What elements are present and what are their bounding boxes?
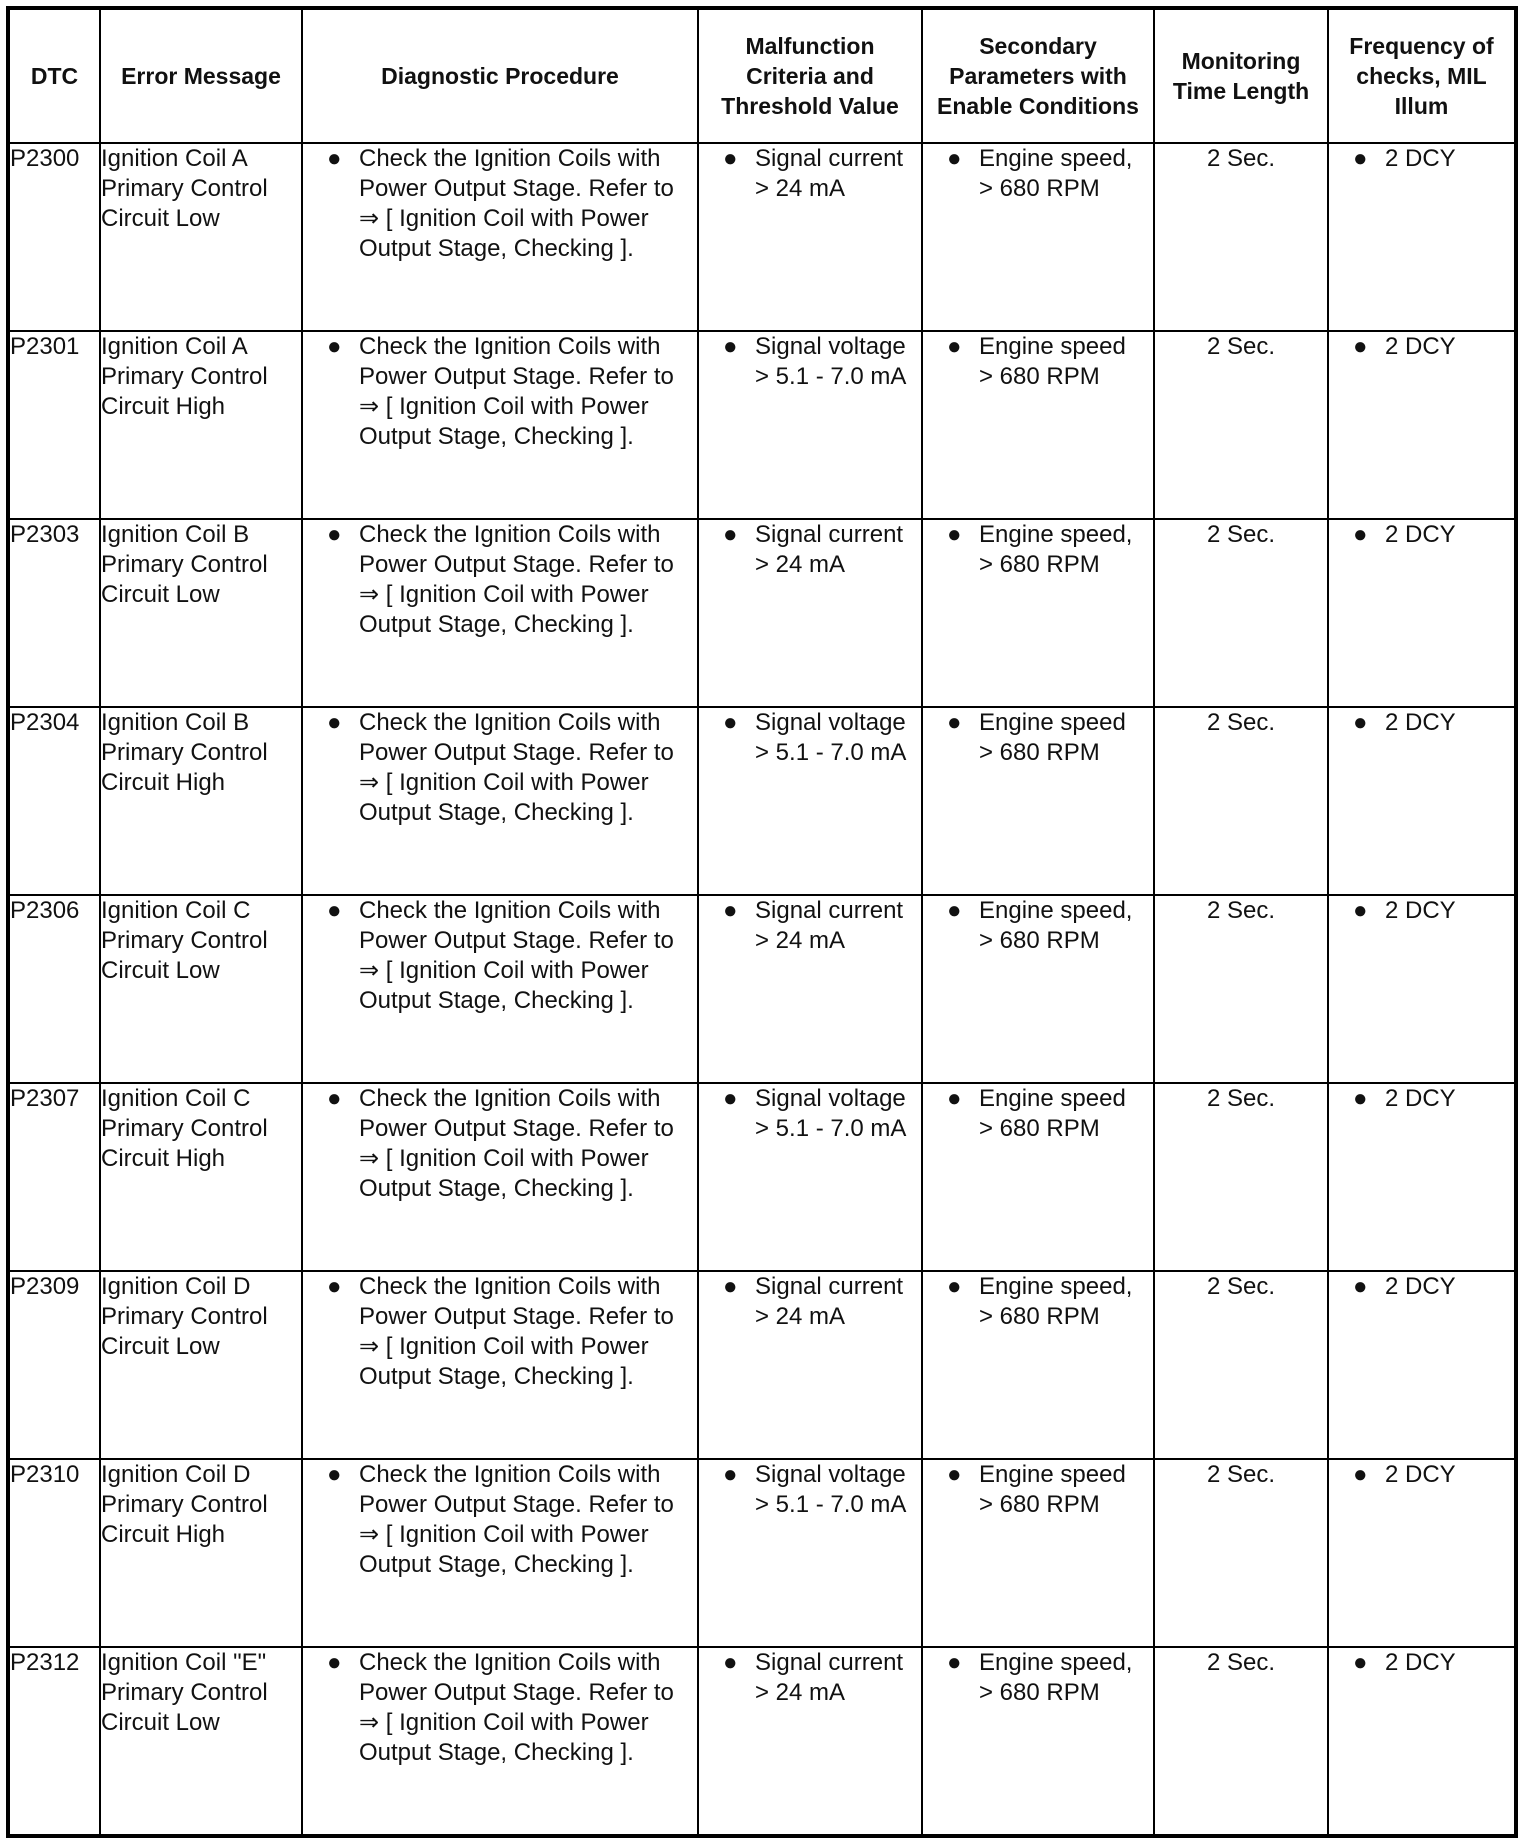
criteria-line: > 24 mA <box>755 551 846 578</box>
procedure-line: ⇒ [ Ignition Coil with Power <box>359 1709 649 1736</box>
criteria-line: > 5.1 - 7.0 mA <box>755 1491 907 1518</box>
dtc-table <box>6 6 1518 1838</box>
criteria-line: Signal voltage <box>755 1461 906 1488</box>
error-message-line: Ignition Coil B <box>101 521 250 548</box>
bullet-icon: ● <box>947 709 962 736</box>
error-message-line: Primary Control <box>101 927 268 954</box>
bullet-icon: ● <box>327 1085 342 1112</box>
bullet-icon: ● <box>723 1461 738 1488</box>
error-message-line: Ignition Coil C <box>101 897 251 924</box>
bullet-icon: ● <box>1353 1461 1368 1488</box>
secondary-line: Engine speed <box>979 709 1126 736</box>
secondary-line: > 680 RPM <box>979 1115 1100 1142</box>
header-diagnostic-procedure: Diagnostic Procedure <box>302 8 698 143</box>
criteria-line: > 5.1 - 7.0 mA <box>755 1115 907 1142</box>
error-message-line: Ignition Coil A <box>101 333 248 360</box>
procedure-line: Power Output Stage. Refer to <box>359 1303 674 1330</box>
header-monitoring-time: Monitoring Time Length <box>1154 8 1328 143</box>
bullet-icon: ● <box>327 897 342 924</box>
procedure-line: ⇒ [ Ignition Coil with Power <box>359 1145 649 1172</box>
bullet-icon: ● <box>327 333 342 360</box>
malfunction-criteria <box>698 1647 922 1836</box>
diagnostic-procedure <box>302 895 698 1083</box>
procedure-line: Power Output Stage. Refer to <box>359 739 674 766</box>
criteria-line: > 24 mA <box>755 1303 846 1330</box>
secondary-bullet-item <box>923 1648 1153 1708</box>
bullet-icon: ● <box>1353 897 1368 924</box>
secondary-parameters <box>922 143 1154 331</box>
criteria-bullet-item <box>699 708 921 768</box>
malfunction-criteria <box>698 331 922 519</box>
secondary-line: Engine speed, <box>979 1273 1133 1300</box>
secondary-bullet-item <box>923 1460 1153 1520</box>
frequency-bullet-item <box>1329 1648 1514 1678</box>
dtc-code: P2312 <box>8 1647 100 1836</box>
diagnostic-procedure <box>302 1459 698 1647</box>
procedure-line: Power Output Stage. Refer to <box>359 175 674 202</box>
secondary-line: > 680 RPM <box>979 363 1100 390</box>
procedure-bullet-item <box>303 896 697 1016</box>
secondary-line: > 680 RPM <box>979 1491 1100 1518</box>
dtc-code: P2304 <box>8 707 100 895</box>
secondary-parameters <box>922 707 1154 895</box>
header-secondary-parameters: Secondary Parameters with Enable Conditions <box>922 8 1154 143</box>
procedure-line: ⇒ [ Ignition Coil with Power <box>359 957 649 984</box>
criteria-line: > 24 mA <box>755 1679 846 1706</box>
monitoring-time: 2 Sec. <box>1154 519 1328 707</box>
secondary-line: Engine speed, <box>979 897 1133 924</box>
procedure-line: Output Stage, Checking ]. <box>359 423 634 450</box>
header-error-message: Error Message <box>100 8 302 143</box>
table-row <box>8 895 1516 1083</box>
bullet-icon: ● <box>723 1273 738 1300</box>
monitoring-time: 2 Sec. <box>1154 331 1328 519</box>
error-message-line: Primary Control <box>101 175 268 202</box>
procedure-line: ⇒ [ Ignition Coil with Power <box>359 1521 649 1548</box>
diagnostic-procedure <box>302 143 698 331</box>
procedure-line: Output Stage, Checking ]. <box>359 799 634 826</box>
bullet-icon: ● <box>947 333 962 360</box>
secondary-parameters <box>922 331 1154 519</box>
error-message-line: Circuit Low <box>101 205 220 232</box>
error-message-line: Circuit Low <box>101 581 220 608</box>
error-message-line: Circuit High <box>101 393 226 420</box>
bullet-icon: ● <box>723 145 738 172</box>
error-message-line: Primary Control <box>101 1679 268 1706</box>
error-message-line: Primary Control <box>101 551 268 578</box>
frequency-value: 2 DCY <box>1385 709 1456 736</box>
procedure-line: Check the Ignition Coils with <box>359 1461 661 1488</box>
procedure-line: Power Output Stage. Refer to <box>359 1115 674 1142</box>
header-malfunction-criteria: Malfunction Criteria and Threshold Value <box>698 8 922 143</box>
error-message-line: Circuit High <box>101 769 226 796</box>
criteria-bullet-item <box>699 332 921 392</box>
frequency-of-checks <box>1328 1459 1516 1647</box>
diagnostic-procedure <box>302 519 698 707</box>
error-message <box>100 707 302 895</box>
bullet-icon: ● <box>1353 145 1368 172</box>
criteria-line: > 5.1 - 7.0 mA <box>755 739 907 766</box>
error-message <box>100 1271 302 1459</box>
bullet-icon: ● <box>947 1273 962 1300</box>
bullet-icon: ● <box>723 1649 738 1676</box>
procedure-line: Power Output Stage. Refer to <box>359 1679 674 1706</box>
bullet-icon: ● <box>947 145 962 172</box>
frequency-value: 2 DCY <box>1385 1649 1456 1676</box>
secondary-line: > 680 RPM <box>979 739 1100 766</box>
procedure-line: Check the Ignition Coils with <box>359 1273 661 1300</box>
frequency-of-checks <box>1328 1083 1516 1271</box>
table-row <box>8 1459 1516 1647</box>
procedure-line: Check the Ignition Coils with <box>359 333 661 360</box>
error-message-line: Ignition Coil C <box>101 1085 251 1112</box>
monitoring-time: 2 Sec. <box>1154 1459 1328 1647</box>
error-message <box>100 1083 302 1271</box>
malfunction-criteria <box>698 707 922 895</box>
dtc-code: P2301 <box>8 331 100 519</box>
procedure-line: ⇒ [ Ignition Coil with Power <box>359 393 649 420</box>
procedure-line: Check the Ignition Coils with <box>359 1085 661 1112</box>
bullet-icon: ● <box>723 521 738 548</box>
frequency-bullet-item <box>1329 520 1514 550</box>
secondary-line: > 680 RPM <box>979 1303 1100 1330</box>
procedure-line: Check the Ignition Coils with <box>359 709 661 736</box>
malfunction-criteria <box>698 1083 922 1271</box>
procedure-line: ⇒ [ Ignition Coil with Power <box>359 769 649 796</box>
frequency-of-checks <box>1328 143 1516 331</box>
bullet-icon: ● <box>327 521 342 548</box>
table-row <box>8 1271 1516 1459</box>
bullet-icon: ● <box>327 709 342 736</box>
table-body <box>8 143 1516 1836</box>
bullet-icon: ● <box>1353 709 1368 736</box>
error-message <box>100 1459 302 1647</box>
procedure-bullet-item <box>303 1084 697 1204</box>
bullet-icon: ● <box>723 897 738 924</box>
procedure-line: Output Stage, Checking ]. <box>359 235 634 262</box>
procedure-bullet-item <box>303 1272 697 1392</box>
bullet-icon: ● <box>327 1461 342 1488</box>
table-row <box>8 1647 1516 1836</box>
procedure-line: Check the Ignition Coils with <box>359 1649 661 1676</box>
bullet-icon: ● <box>947 1461 962 1488</box>
bullet-icon: ● <box>947 1649 962 1676</box>
frequency-bullet-item <box>1329 896 1514 926</box>
dtc-code: P2306 <box>8 895 100 1083</box>
secondary-line: Engine speed <box>979 333 1126 360</box>
procedure-line: ⇒ [ Ignition Coil with Power <box>359 1333 649 1360</box>
diagnostic-procedure <box>302 1647 698 1836</box>
procedure-line: Output Stage, Checking ]. <box>359 611 634 638</box>
error-message-line: Ignition Coil D <box>101 1461 251 1488</box>
secondary-bullet-item <box>923 1272 1153 1332</box>
secondary-line: Engine speed, <box>979 1649 1133 1676</box>
procedure-line: Check the Ignition Coils with <box>359 145 661 172</box>
error-message-line: Primary Control <box>101 1115 268 1142</box>
diagnostic-procedure <box>302 1083 698 1271</box>
header-dtc: DTC <box>8 8 100 143</box>
dtc-code: P2300 <box>8 143 100 331</box>
frequency-value: 2 DCY <box>1385 1085 1456 1112</box>
bullet-icon: ● <box>723 709 738 736</box>
bullet-icon: ● <box>1353 1649 1368 1676</box>
procedure-line: Power Output Stage. Refer to <box>359 927 674 954</box>
frequency-value: 2 DCY <box>1385 1461 1456 1488</box>
bullet-icon: ● <box>1353 1085 1368 1112</box>
criteria-bullet-item <box>699 1648 921 1708</box>
procedure-bullet-item <box>303 144 697 264</box>
error-message-line: Ignition Coil D <box>101 1273 251 1300</box>
monitoring-time: 2 Sec. <box>1154 1271 1328 1459</box>
frequency-of-checks <box>1328 895 1516 1083</box>
error-message-line: Circuit Low <box>101 1333 220 1360</box>
procedure-line: ⇒ [ Ignition Coil with Power <box>359 205 649 232</box>
header-frequency: Frequency of checks, MIL Illum <box>1328 8 1516 143</box>
frequency-bullet-item <box>1329 1272 1514 1302</box>
procedure-bullet-item <box>303 520 697 640</box>
criteria-line: Signal current <box>755 521 904 548</box>
procedure-line: Output Stage, Checking ]. <box>359 987 634 1014</box>
dtc-code: P2309 <box>8 1271 100 1459</box>
criteria-line: Signal current <box>755 145 904 172</box>
monitoring-time: 2 Sec. <box>1154 1083 1328 1271</box>
criteria-line: > 5.1 - 7.0 mA <box>755 363 907 390</box>
procedure-line: ⇒ [ Ignition Coil with Power <box>359 581 649 608</box>
error-message <box>100 1647 302 1836</box>
table-row <box>8 1083 1516 1271</box>
secondary-line: Engine speed <box>979 1461 1126 1488</box>
frequency-of-checks <box>1328 707 1516 895</box>
monitoring-time: 2 Sec. <box>1154 707 1328 895</box>
secondary-line: > 680 RPM <box>979 175 1100 202</box>
malfunction-criteria <box>698 1459 922 1647</box>
malfunction-criteria <box>698 519 922 707</box>
criteria-bullet-item <box>699 896 921 956</box>
frequency-bullet-item <box>1329 144 1514 174</box>
frequency-value: 2 DCY <box>1385 333 1456 360</box>
criteria-bullet-item <box>699 144 921 204</box>
error-message-line: Primary Control <box>101 363 268 390</box>
criteria-line: Signal voltage <box>755 1085 906 1112</box>
table-row <box>8 331 1516 519</box>
frequency-value: 2 DCY <box>1385 897 1456 924</box>
criteria-bullet-item <box>699 1272 921 1332</box>
bullet-icon: ● <box>327 145 342 172</box>
procedure-bullet-item <box>303 1460 697 1580</box>
criteria-bullet-item <box>699 1460 921 1520</box>
table-row <box>8 707 1516 895</box>
criteria-bullet-item <box>699 520 921 580</box>
frequency-of-checks <box>1328 519 1516 707</box>
frequency-value: 2 DCY <box>1385 1273 1456 1300</box>
procedure-line: Power Output Stage. Refer to <box>359 363 674 390</box>
secondary-bullet-item <box>923 332 1153 392</box>
frequency-bullet-item <box>1329 708 1514 738</box>
procedure-line: Check the Ignition Coils with <box>359 897 661 924</box>
bullet-icon: ● <box>327 1649 342 1676</box>
malfunction-criteria <box>698 143 922 331</box>
dtc-code: P2310 <box>8 1459 100 1647</box>
error-message-line: Circuit High <box>101 1145 226 1172</box>
procedure-line: Output Stage, Checking ]. <box>359 1551 634 1578</box>
criteria-bullet-item <box>699 1084 921 1144</box>
bullet-icon: ● <box>1353 521 1368 548</box>
procedure-bullet-item <box>303 708 697 828</box>
error-message-line: Primary Control <box>101 1491 268 1518</box>
frequency-of-checks <box>1328 1647 1516 1836</box>
secondary-line: > 680 RPM <box>979 551 1100 578</box>
criteria-line: Signal voltage <box>755 709 906 736</box>
error-message-line: Ignition Coil "E" <box>101 1649 267 1676</box>
bullet-icon: ● <box>947 521 962 548</box>
secondary-bullet-item <box>923 708 1153 768</box>
frequency-of-checks <box>1328 1271 1516 1459</box>
criteria-line: Signal voltage <box>755 333 906 360</box>
frequency-bullet-item <box>1329 1460 1514 1490</box>
procedure-line: Output Stage, Checking ]. <box>359 1175 634 1202</box>
frequency-bullet-item <box>1329 1084 1514 1114</box>
procedure-bullet-item <box>303 1648 697 1768</box>
error-message <box>100 519 302 707</box>
procedure-line: Power Output Stage. Refer to <box>359 551 674 578</box>
frequency-value: 2 DCY <box>1385 145 1456 172</box>
diagnostic-procedure <box>302 331 698 519</box>
diagnostic-procedure <box>302 707 698 895</box>
secondary-parameters <box>922 519 1154 707</box>
procedure-line: Output Stage, Checking ]. <box>359 1739 634 1766</box>
error-message-line: Primary Control <box>101 1303 268 1330</box>
diagnostic-procedure <box>302 1271 698 1459</box>
secondary-line: Engine speed, <box>979 145 1133 172</box>
criteria-line: > 24 mA <box>755 175 846 202</box>
bullet-icon: ● <box>723 1085 738 1112</box>
secondary-line: > 680 RPM <box>979 1679 1100 1706</box>
procedure-line: Output Stage, Checking ]. <box>359 1363 634 1390</box>
secondary-bullet-item <box>923 896 1153 956</box>
secondary-line: > 680 RPM <box>979 927 1100 954</box>
header-row <box>8 8 1516 143</box>
error-message-line: Ignition Coil A <box>101 145 248 172</box>
error-message-line: Circuit High <box>101 1521 226 1548</box>
frequency-bullet-item <box>1329 332 1514 362</box>
procedure-line: Check the Ignition Coils with <box>359 521 661 548</box>
secondary-parameters <box>922 1647 1154 1836</box>
frequency-of-checks <box>1328 331 1516 519</box>
dtc-code: P2307 <box>8 1083 100 1271</box>
monitoring-time: 2 Sec. <box>1154 143 1328 331</box>
secondary-parameters <box>922 1459 1154 1647</box>
criteria-line: Signal current <box>755 897 904 924</box>
error-message <box>100 331 302 519</box>
error-message-line: Ignition Coil B <box>101 709 250 736</box>
secondary-line: Engine speed, <box>979 521 1133 548</box>
criteria-line: > 24 mA <box>755 927 846 954</box>
malfunction-criteria <box>698 895 922 1083</box>
secondary-parameters <box>922 1083 1154 1271</box>
bullet-icon: ● <box>947 1085 962 1112</box>
monitoring-time: 2 Sec. <box>1154 1647 1328 1836</box>
monitoring-time: 2 Sec. <box>1154 895 1328 1083</box>
bullet-icon: ● <box>1353 333 1368 360</box>
bullet-icon: ● <box>1353 1273 1368 1300</box>
procedure-bullet-item <box>303 332 697 452</box>
procedure-line: Power Output Stage. Refer to <box>359 1491 674 1518</box>
dtc-code: P2303 <box>8 519 100 707</box>
malfunction-criteria <box>698 1271 922 1459</box>
bullet-icon: ● <box>947 897 962 924</box>
secondary-parameters <box>922 895 1154 1083</box>
error-message <box>100 895 302 1083</box>
secondary-bullet-item <box>923 1084 1153 1144</box>
error-message-line: Primary Control <box>101 739 268 766</box>
criteria-line: Signal current <box>755 1649 904 1676</box>
error-message-line: Circuit Low <box>101 1709 220 1736</box>
table-row <box>8 519 1516 707</box>
secondary-bullet-item <box>923 520 1153 580</box>
table-row <box>8 143 1516 331</box>
bullet-icon: ● <box>723 333 738 360</box>
frequency-value: 2 DCY <box>1385 521 1456 548</box>
error-message <box>100 143 302 331</box>
document-page <box>6 6 1514 1828</box>
secondary-line: Engine speed <box>979 1085 1126 1112</box>
bullet-icon: ● <box>327 1273 342 1300</box>
criteria-line: Signal current <box>755 1273 904 1300</box>
secondary-bullet-item <box>923 144 1153 204</box>
secondary-parameters <box>922 1271 1154 1459</box>
error-message-line: Circuit Low <box>101 957 220 984</box>
